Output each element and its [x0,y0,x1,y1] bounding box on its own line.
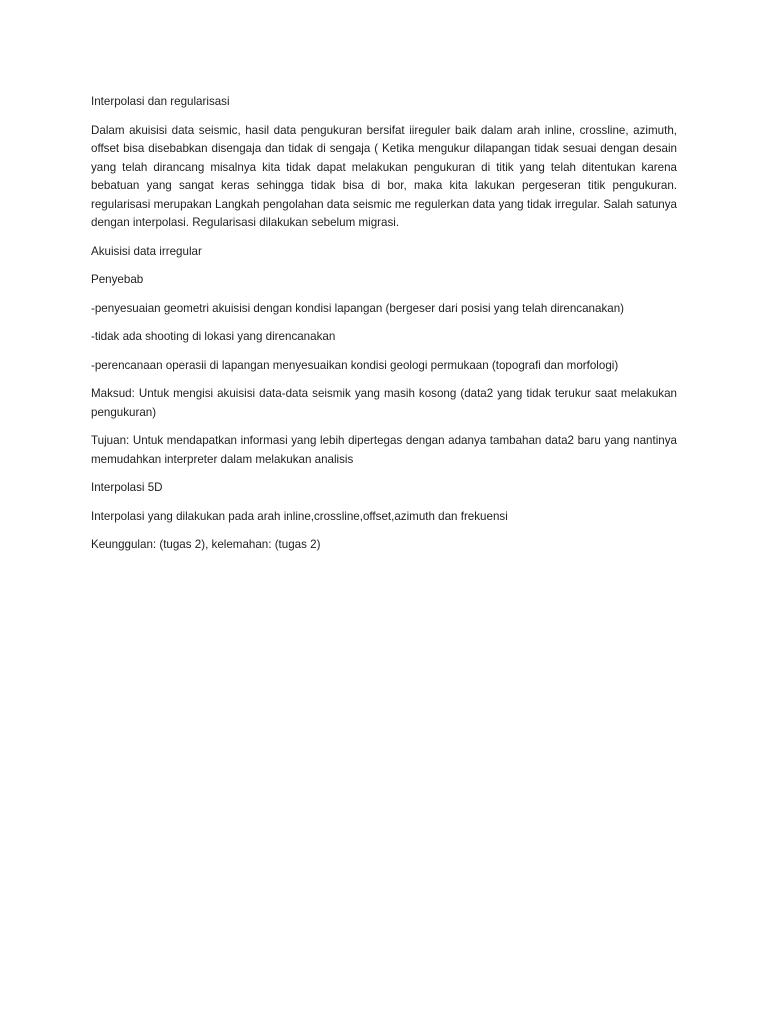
document-page [91,93,677,565]
heading-akuisisi: Akuisisi data irregular [91,244,202,258]
interpolasi-5d-description: Interpolasi yang dilakukan pada arah inline,crossline,offset,azimuth dan frekuensi [91,509,508,523]
tujuan-paragraph: Tujuan: Untuk mendapatkan informasi yang lebih dipertegas dengan adanya tambahan data2 baru yang nantinya memudahkan interpreter dalam melakukan analisis [91,434,677,466]
keunggulan-line: Keunggulan: (tugas 2), kelemahan: (tugas 2) [91,538,321,551]
heading-penyebab: Penyebab [91,273,144,286]
intro-paragraph: Dalam akuisisi data seismic, hasil data pengukuran bersifat iireguler baik dalam arah inline, crossline, azimuth, offset bisa disebabkan disengaja dan tidak di sengaja ( Ketika mengukur dilapangan tidak sesuai dengan desain yang telah dirancang misalnya kita tidak dapat melakukan pengukuran di titik yang telah ditentukan karena bebatuan yang sangat keras sehingga tidak bisa di bor, maka kita lakukan pergeseran titik pengukuran. regularisasi merupakan Langkah pengolahan data seismic me regulerkan data yang tidak irregular. Salah satunya dengan interpolasi. Regularisasi dilakukan sebelum migrasi. [91,123,677,229]
document-title: Interpolasi dan regularisasi [91,95,230,108]
cause-item-2: -tidak ada shooting di lokasi yang direncanakan [91,330,336,343]
cause-item-3: -perencanaan operasii di lapangan menyesuaikan kondisi geologi permukaan (topografi dan morfologi) [91,358,619,372]
heading-interpolasi-5d: Interpolasi 5D [91,481,163,494]
cause-item-1: -penyesuaian geometri akuisisi dengan kondisi lapangan (bergeser dari posisi yang telah direncanakan) [91,301,625,315]
maksud-paragraph: Maksud: Untuk mengisi akuisisi data-data seismik yang masih kosong (data2 yang tidak terukur saat melakukan pengukuran) [91,387,677,419]
